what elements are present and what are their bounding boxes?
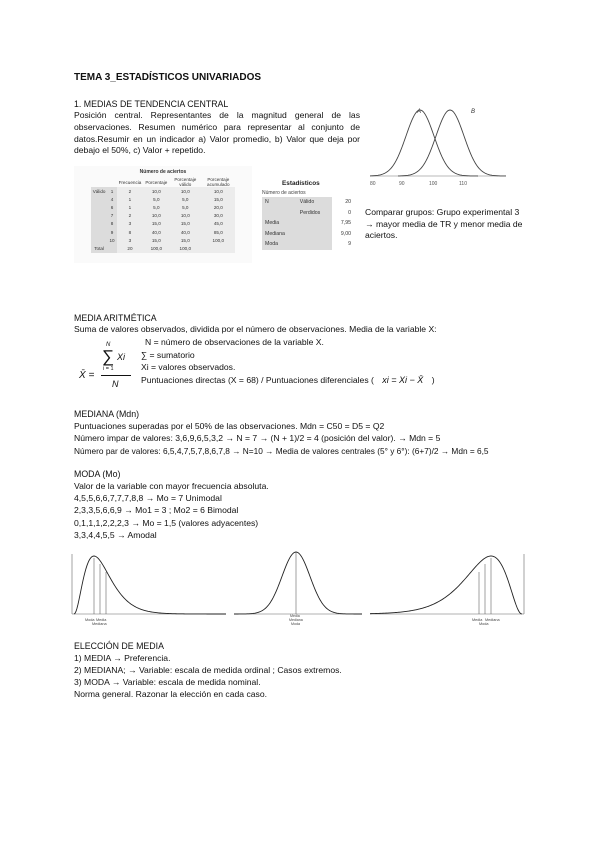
puntuaciones-close: ) — [431, 375, 435, 385]
symmetric-figure — [230, 548, 365, 626]
table-cell: Perdidos — [297, 208, 333, 219]
table-cell: 15,0 — [213, 196, 223, 202]
table-cell: 5,0 — [182, 204, 189, 210]
curve-a — [370, 110, 478, 176]
stats-table-image — [262, 180, 354, 264]
table-cell — [201, 244, 235, 252]
eleccion-line-3: 3) MODA → Variable: escala de medida nominal. — [74, 677, 261, 687]
table-row — [262, 229, 354, 240]
table-cell: 10,0 — [151, 213, 161, 219]
compare-groups-text: Comparar grupos: Grupo experimental 3 → mayor media de TR y menor media de aciertos. — [365, 207, 523, 241]
differential-formula: xi = Xi − X̄ — [382, 375, 424, 385]
moda-line-2: 4,5,5,6,6,7,7,7,8,8 → Mo = 7 Unimodal — [74, 493, 222, 503]
table-cell: 15,0 — [151, 221, 161, 227]
table-row — [262, 239, 354, 250]
curve-b-label: B — [471, 109, 476, 115]
table-row — [91, 203, 236, 211]
positive-skew-curve — [74, 556, 226, 614]
curve-a-label: A — [417, 109, 422, 115]
table-cell: 15,0 — [151, 237, 161, 243]
table-row — [91, 244, 236, 252]
curve-b — [398, 110, 506, 176]
table-cell: 10,0 — [151, 188, 161, 194]
table-cell: 5,0 — [182, 196, 189, 202]
n-definition: N = número de observaciones de la variable X. — [145, 337, 324, 347]
freq-header-frecuencia: Frecuencia — [118, 179, 142, 185]
table-cell: Media — [262, 218, 297, 229]
section-intro-paragraph: Posición central. Representantes de la magnitud general de las observaciones. Resumen numérico para representar al conjunto de datos.Resumir en un indicador a) Valor promedio, b) Valor que deja por debajo el 50%, c) Valor + repetido. — [74, 110, 360, 156]
puntuaciones-text — [141, 375, 435, 386]
table-cell: 100,0 — [212, 237, 225, 243]
formula-sum-symbol: ∑ — [102, 347, 115, 366]
moda-line-1: Valor de la variable con mayor frecuencia absoluta. — [74, 481, 269, 491]
table-cell: Mediana — [262, 229, 297, 240]
formula-sum-bottom: i = 1 — [103, 366, 114, 372]
frequency-table-title: Número de aciertos — [139, 169, 187, 175]
table-cell: 20 — [345, 199, 351, 206]
table-cell: 20 — [127, 245, 133, 251]
table-row — [262, 197, 354, 208]
table-cell: 30,0 — [213, 213, 223, 219]
section-heading-media: MEDIA ARITMÉTICA — [74, 313, 157, 323]
skew-right-label-mediana: Mediana — [485, 618, 500, 622]
formula-lhs: X̄ = — [79, 370, 95, 381]
table-cell: 40,0 — [180, 229, 190, 235]
skew-right-label-moda: Moda — [479, 622, 489, 626]
formula-fraction-bar — [101, 375, 131, 376]
table-cell: 8 — [107, 220, 116, 228]
table-cell: 6 — [107, 203, 116, 211]
positive-skew-figure — [68, 550, 228, 626]
stats-table-title: Estadísticos — [282, 180, 320, 187]
table-cell — [91, 195, 108, 203]
table-cell: 85,0 — [213, 229, 223, 235]
negative-skew-curve — [370, 556, 522, 614]
table-cell: 3 — [128, 237, 132, 243]
page-title: TEMA 3_ESTADÍSTICOS UNIVARIADOS — [74, 72, 262, 83]
table-cell: 20,0 — [213, 204, 223, 210]
puntuaciones-label: Puntuaciones directas (X = 68) / Puntuaciones diferenciales ( — [141, 375, 374, 385]
table-cell: 9 — [107, 228, 116, 236]
freq-header-0 — [91, 177, 108, 187]
skew-left-label-moda: Moda — [85, 618, 95, 622]
table-cell: 2 — [128, 188, 132, 194]
freq-header-porcentaje: Porcentaje — [145, 179, 168, 185]
moda-line-5: 3,3,4,4,5,5 → Amodal — [74, 530, 157, 540]
x-definition: Xi = valores observados. — [141, 362, 236, 372]
table-cell: 5,0 — [153, 196, 160, 202]
freq-header-porcentaje-acumulado: Porcentaje acumulado — [207, 177, 230, 187]
table-cell: 10,0 — [180, 188, 190, 194]
table-cell: 9,00 — [340, 230, 351, 237]
table-cell: 1 — [128, 196, 132, 202]
frequency-table-image — [74, 166, 252, 263]
curve-tick-80: 80 — [370, 181, 376, 187]
table-cell: 1 — [107, 187, 116, 195]
table-row — [262, 208, 354, 219]
skew-right-label-media: Media — [472, 618, 483, 622]
table-row — [91, 236, 236, 244]
table-row — [91, 220, 236, 228]
freq-header-porcentaje-valido: Porcentaje válido — [174, 177, 197, 187]
mediana-line-1: Puntuaciones superadas por el 50% de las observaciones. Mdn = C50 = D5 = Q2 — [74, 421, 385, 431]
table-cell: 15,0 — [180, 237, 190, 243]
section-heading-eleccion: ELECCIÓN DE MEDIA — [74, 641, 164, 651]
section-heading-medias: 1. MEDIAS DE TENDENCIA CENTRAL — [74, 99, 229, 109]
table-cell: Moda — [262, 239, 297, 250]
frequency-table — [91, 177, 236, 253]
table-cell: 10,0 — [180, 213, 190, 219]
formula-sum-top: N — [106, 342, 111, 348]
sym-label-media: Media — [290, 614, 300, 618]
table-cell — [107, 244, 116, 252]
section-heading-moda: MODA (Mo) — [74, 469, 121, 479]
eleccion-line-4: Norma general. Razonar la elección en cada caso. — [74, 689, 267, 699]
mediana-line-2: Número impar de valores: 3,6,9,6,5,3,2 → N = 7 → (N + 1)/2 = 4 (posición del valor). → Mdn = 5 — [74, 433, 441, 443]
table-cell — [91, 212, 108, 220]
table-cell — [297, 229, 333, 240]
freq-header-1 — [107, 177, 116, 187]
curve-tick-100: 100 — [429, 181, 438, 187]
table-row — [91, 212, 236, 220]
eleccion-line-2: 2) MEDIANA; → Variable: escala de medida ordinal ; Casos extremos. — [74, 665, 342, 675]
moda-line-4: 0,1,1,1,2,2,2,3 → Mo = 1,5 (valores adyacentes) — [74, 518, 259, 528]
table-cell: Válido — [92, 188, 106, 194]
section-heading-mediana: MEDIANA (Mdn) — [74, 409, 140, 419]
curve-tick-110: 110 — [459, 181, 467, 187]
table-cell: 100,0 — [179, 245, 192, 251]
sym-label-mediana: Mediana — [289, 618, 303, 622]
table-cell: Total — [91, 244, 108, 252]
table-row — [91, 228, 236, 236]
eleccion-line-1: 1) MEDIA → Preferencia. — [74, 653, 171, 663]
table-cell — [297, 239, 333, 250]
skew-left-label-mediana: Mediana — [92, 622, 107, 626]
table-cell — [91, 203, 108, 211]
table-row — [91, 187, 236, 195]
table-cell: 0 — [348, 209, 351, 216]
moda-line-3: 2,3,3,5,6,6,9 → Mo1 = 3 ; Mo2 = 6 Bimodal — [74, 505, 239, 515]
table-cell: 3 — [128, 221, 132, 227]
table-cell — [297, 218, 333, 229]
table-cell: 45,0 — [213, 221, 223, 227]
table-cell — [262, 208, 297, 219]
table-cell: 9 — [348, 241, 351, 248]
table-cell: 4 — [107, 195, 116, 203]
stats-table — [262, 197, 354, 250]
table-cell — [91, 220, 108, 228]
table-cell: 8 — [128, 229, 132, 235]
sym-label-moda: Moda — [291, 622, 300, 626]
formula-denominator: N — [112, 379, 119, 389]
mediana-line-3: Número par de valores: 6,5,4,7,5,7,8,6,7,8 → N=10 → Media de valores centrales (5° y 6°): (6+7)/2 → Mdn = 6,5 — [74, 446, 489, 456]
table-cell: 7 — [107, 212, 116, 220]
table-cell: 2 — [128, 213, 132, 219]
table-cell: 40,0 — [151, 229, 161, 235]
table-row — [262, 218, 354, 229]
table-cell: 5,0 — [153, 204, 160, 210]
table-cell — [91, 228, 108, 236]
table-cell: Válido — [297, 197, 333, 208]
stats-table-subtitle: Número de aciertos — [262, 190, 306, 196]
symmetric-curve — [234, 552, 362, 614]
table-cell: 10 — [109, 237, 115, 243]
table-cell — [91, 236, 108, 244]
table-cell: 7,95 — [340, 220, 351, 227]
table-cell: N — [262, 197, 297, 208]
mean-formula — [79, 343, 143, 399]
two-normal-curves-figure — [368, 100, 508, 188]
formula-variable: Xi — [117, 352, 126, 362]
table-cell: 15,0 — [180, 221, 190, 227]
curve-tick-90: 90 — [399, 181, 405, 187]
frequency-table-header — [91, 177, 236, 187]
table-cell: 10,0 — [213, 188, 223, 194]
table-cell: 1 — [128, 204, 132, 210]
negative-skew-figure — [368, 550, 528, 626]
table-row — [91, 195, 236, 203]
sum-definition: ∑ = sumatorio — [141, 350, 195, 360]
media-definition: Suma de valores observados, dividida por el número de observaciones. Media de la variable X: — [74, 324, 437, 334]
skew-left-label-media: Media — [96, 618, 107, 622]
table-cell: 100,0 — [150, 245, 163, 251]
